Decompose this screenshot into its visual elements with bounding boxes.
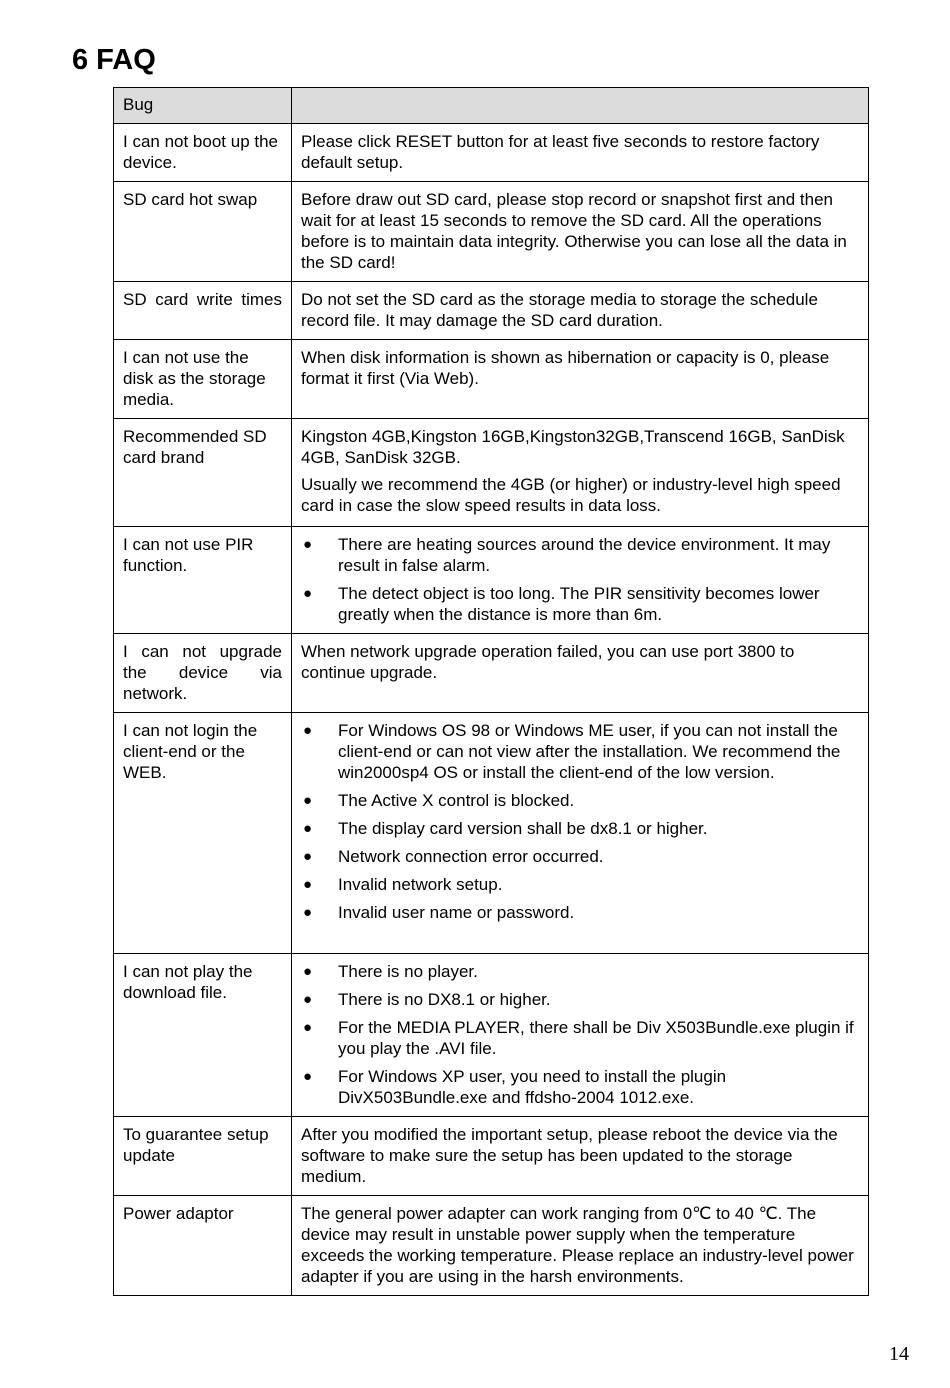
faq-answer — [292, 1196, 869, 1296]
answer-text: When disk information is shown as hibernation or capacity is 0, please format it first (Via Web). — [301, 348, 830, 388]
bullet-item: ● The Active X control is blocked. — [301, 790, 859, 811]
faq-question: I can not use the disk as the storage media. — [114, 340, 292, 419]
bullet-item: ● There is no player. — [301, 961, 859, 982]
faq-question: SD card write times — [114, 282, 292, 340]
answer-text: After you modified the important setup, please reboot the device via the software to make sure the setup has been updated to the storage medium. — [301, 1125, 838, 1186]
faq-answer — [292, 419, 869, 527]
bullet-item: ● For Windows OS 98 or Windows ME user, if you can not install the client-end or can not view after the installation. We recommend the win2000sp4 OS or install the client-end of the low version. — [301, 720, 859, 783]
table-row — [114, 954, 869, 1117]
faq-question: I can not upgrade the device via network. — [114, 634, 292, 713]
bullet-item: ● Network connection error occurred. — [301, 846, 859, 867]
bullet-list — [301, 534, 859, 625]
faq-answer — [292, 182, 869, 282]
header-bug: Bug — [114, 88, 292, 124]
table-row — [114, 527, 869, 634]
answer-text: When network upgrade operation failed, you can use port 3800 to continue upgrade. — [301, 642, 795, 682]
table-row — [114, 1117, 869, 1196]
table-row — [114, 419, 869, 527]
answer-text: Kingston 4GB,Kingston 16GB,Kingston32GB,Transcend 16GB, SanDisk 4GB, SanDisk 32GB. — [301, 427, 845, 467]
bullet-item: ● For the MEDIA PLAYER, there shall be Div X503Bundle.exe plugin if you play the .AVI file. — [301, 1017, 859, 1059]
table-row — [114, 634, 869, 713]
bullet-item: ● The display card version shall be dx8.1 or higher. — [301, 818, 859, 839]
faq-answer — [292, 527, 869, 634]
answer-text: Please click RESET button for at least five seconds to restore factory default setup. — [301, 132, 820, 172]
table-row — [114, 713, 869, 954]
faq-answer — [292, 124, 869, 182]
bullet-item: ● There is no DX8.1 or higher. — [301, 989, 859, 1010]
page-number: 14 — [889, 1343, 909, 1365]
faq-table — [113, 87, 869, 1296]
answer-text: Usually we recommend the 4GB (or higher) or industry-level high speed card in case the slow speed results in data loss. — [301, 475, 841, 515]
faq-question: Recommended SD card brand — [114, 419, 292, 527]
bullet-item: ● There are heating sources around the device environment. It may result in false alarm. — [301, 534, 859, 576]
bullet-item: ● For Windows XP user, you need to install the plugin DivX503Bundle.exe and ffdsho-2004 1012.exe. — [301, 1066, 859, 1108]
answer-text: The general power adapter can work ranging from 0℃ to 40 ℃. The device may result in unstable power supply when the temperature exceeds the working temperature. Please replace an industry-level power adapter if you are using in the harsh environments. — [301, 1204, 854, 1286]
faq-question: I can not login the client-end or the WEB. — [114, 713, 292, 954]
faq-question: I can not boot up the device. — [114, 124, 292, 182]
header-solution — [292, 88, 869, 124]
faq-answer — [292, 954, 869, 1117]
bullet-item: ● Invalid network setup. — [301, 874, 859, 895]
answer-text: Before draw out SD card, please stop record or snapshot first and then wait for at least 15 seconds to remove the SD card. All the operations before is to maintain data integrity. Otherwise you can lose all the data in the SD card! — [301, 190, 847, 272]
faq-question: To guarantee setup update — [114, 1117, 292, 1196]
faq-question: SD card hot swap — [114, 182, 292, 282]
faq-answer — [292, 340, 869, 419]
faq-answer — [292, 713, 869, 954]
faq-question: I can not use PIR function. — [114, 527, 292, 634]
faq-question: I can not play the download file. — [114, 954, 292, 1117]
table-header-row — [114, 88, 869, 124]
bullet-item: ● The detect object is too long. The PIR sensitivity becomes lower greatly when the distance is more than 6m. — [301, 583, 859, 625]
table-row — [114, 124, 869, 182]
table-row — [114, 1196, 869, 1296]
section-title: 6 FAQ — [72, 44, 156, 76]
faq-answer — [292, 1117, 869, 1196]
bullet-list — [301, 961, 859, 1108]
faq-answer — [292, 282, 869, 340]
faq-answer — [292, 634, 869, 713]
bullet-item: ● Invalid user name or password. — [301, 902, 859, 923]
faq-question: Power adaptor — [114, 1196, 292, 1296]
answer-text: Do not set the SD card as the storage media to storage the schedule record file. It may damage the SD card duration. — [301, 290, 818, 330]
table-row — [114, 340, 869, 419]
table-row — [114, 282, 869, 340]
bullet-list — [301, 720, 859, 923]
table-row — [114, 182, 869, 282]
